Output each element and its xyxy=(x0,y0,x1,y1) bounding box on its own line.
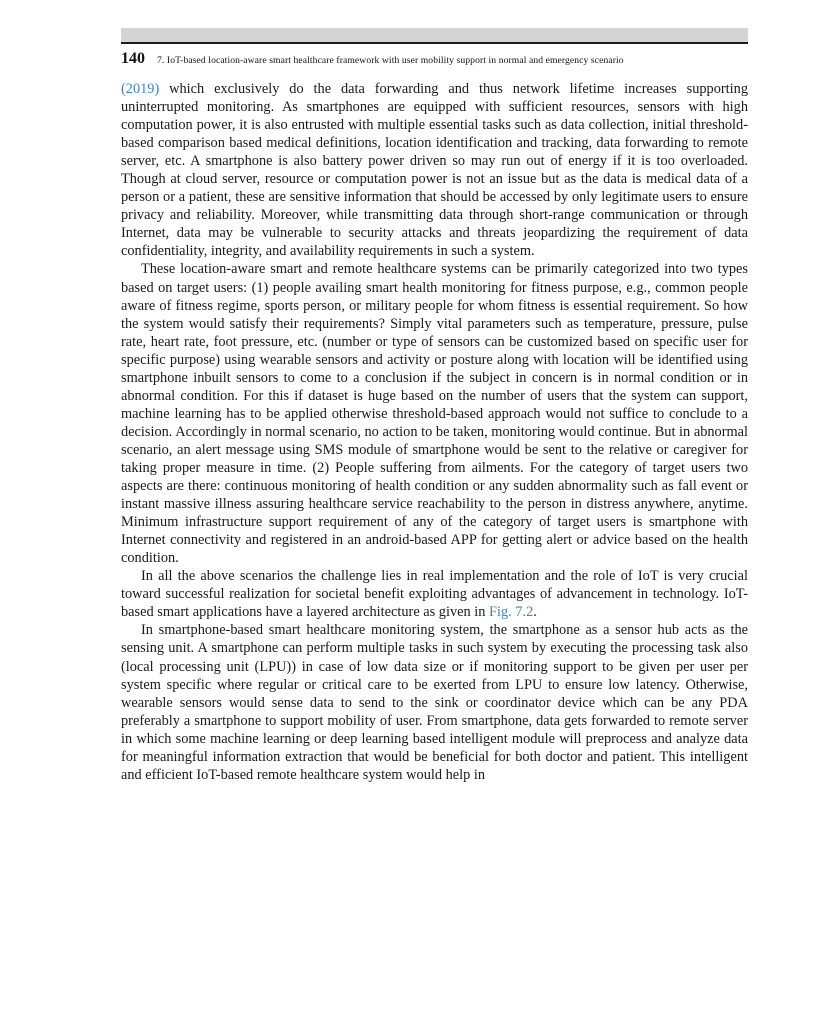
paragraph-1-text: which exclusively do the data forwarding and thus network lifetime increases supporting uninterrupted monitoring. As smartphones are equipped with sufficient resources, sensors with high computation power, it is also entrusted with multiple essential tasks such as data collection, initial threshold-based comparison based medical definitions, location identification and tracking, data forwarding to remote server, etc. A smartphone is also battery power driven so may run out of energy if it is too overloaded. Though at cloud server, resource or computation power is not an issue but as the data is medical data of a person or a patient, these are sensitive information that should be accessed by only legitimate users to ensure privacy and reliability. Moreover, while transmitting data through short-range communication or through Internet, data may be vulnerable to security attacks and threats jeopardizing the requirement of data confidentiality, integrity, and availability requirements in such a system. xyxy=(121,81,748,260)
chapter-title: 7. IoT-based location-aware smart healthcare framework with user mobility support in normal and emergency scenario xyxy=(157,55,624,66)
header-band xyxy=(121,28,748,42)
paragraph-3 xyxy=(121,567,748,621)
page-number: 140 xyxy=(121,50,145,67)
paragraph-3-text: In all the above scenarios the challenge lies in real implementation and the role of IoT is very crucial toward successful realization for societal benefit exploiting advantages of advancement in technology. IoT-based smart applications have a layered architecture as given in xyxy=(121,568,748,621)
paragraph-1 xyxy=(121,80,748,260)
figure-link[interactable]: Fig. 7.2 xyxy=(489,604,534,621)
paragraph-3-tail: . xyxy=(533,604,537,621)
citation-link[interactable]: (2019) xyxy=(121,81,160,97)
running-head xyxy=(121,50,748,70)
paragraph-2: These location-aware smart and remote healthcare systems can be primarily categorized into two types based on target users: (1) people availing smart health monitoring for fitness purpose, e.g., common people aware of fitness regime, sports person, or military people for whom fitness is essential requirement. So how the system would satisfy their requirements? Simply vital parameters such as temperature, pressure, pulse rate, heart rate, foot pressure, etc. (number or type of sensors can be customized based on specific user for specific purpose) using wearable sensors and activity or posture along with location will be identified using smartphone inbuilt sensors to come to a conclusion if the subject in concern is in normal condition or in abnormal condition. For this if dataset is huge based on the number of users that the system can support, machine learning has to be applied otherwise threshold-based approach would not suffice to conclude to a decision. Accordingly in normal scenario, no action to be taken, monitoring would continue. But in abnormal scenario, an alert message using SMS module of smartphone would be sent to the relative or caregiver for taking proper measure in time. (2) People suffering from ailments. For the category of target users two aspects are there: continuous monitoring of health condition or any sudden abnormality such as fall event or instant massive illness assuring healthcare service reachability to the person in distress anywhere, anytime. Minimum infrastructure support requirement of any of the category of target users is smartphone with Internet connectivity and registered in an android-based APP for getting alert or advice based on the health condition. xyxy=(121,261,748,567)
paragraph-4: In smartphone-based smart healthcare monitoring system, the smartphone as a sensor hub acts as the sensing unit. A smartphone can perform multiple tasks in such system by executing the processing task also (local processing unit (LPU)) in case of low data size or if monitoring support to be given per user per system specific where regular or critical care to be exerted from LPU to ensure low latency. Otherwise, wearable sensors would sense data to send to the sink or coordinator device which can be any PDA preferably a smartphone to support mobility of user. From smartphone, data gets forwarded to remote server in which some machine learning or deep learning based intelligent module will preprocess and analyze data for meaningful information extraction that would be beneficial for both doctor and patient. This intelligent and efficient IoT-based remote healthcare system would help in xyxy=(121,622,748,783)
header-rule xyxy=(121,42,748,44)
body-text xyxy=(121,80,748,784)
